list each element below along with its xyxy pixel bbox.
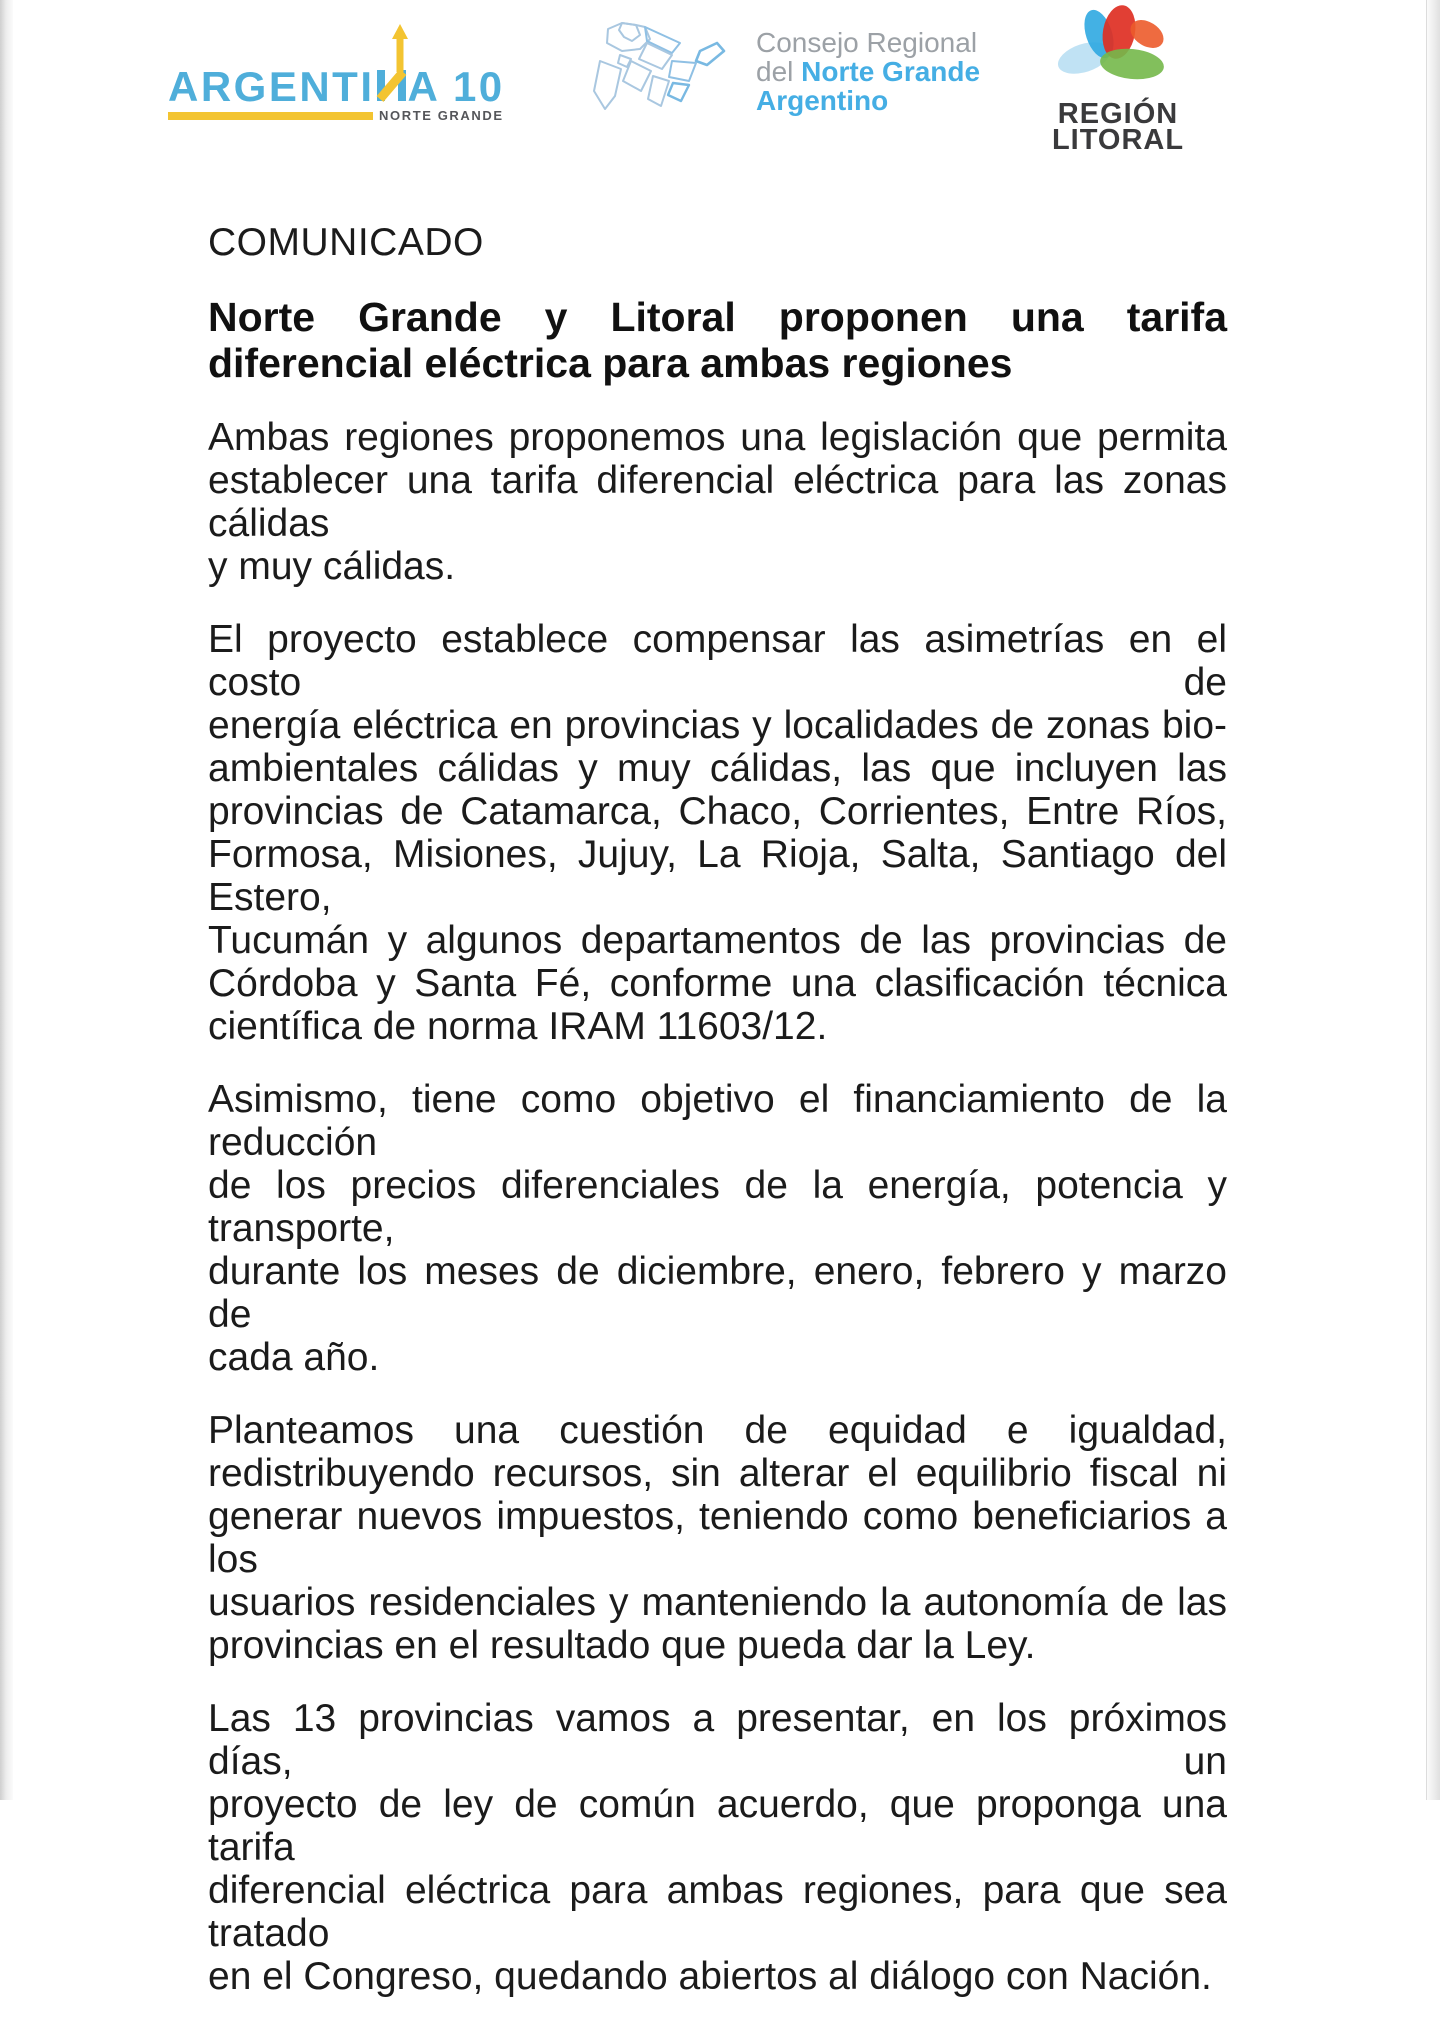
- paragraph-line: ambientales cálidas y muy cálidas, las que incluyen las: [208, 747, 1227, 790]
- body-paragraph: [208, 416, 1227, 588]
- argentina10-wordmark: [168, 63, 513, 110]
- paragraph-line: Córdoba y Santa Fé, conforme una clasificación técnica: [208, 962, 1227, 1005]
- paragraph-line: cada año.: [208, 1336, 380, 1379]
- consejo-line3: Argentino: [756, 85, 889, 116]
- litoral-line2: LITORAL: [1051, 124, 1185, 156]
- paragraph-line: El proyecto establece compensar las asimetrías en el costo de: [208, 618, 1227, 704]
- paragraph-line: Ambas regiones proponemos una legislación que permita: [208, 416, 1227, 459]
- flower-petals-icon: [1057, 2, 1179, 90]
- paragraph-line: generar nuevos impuestos, teniendo como beneficiarios a los: [208, 1495, 1227, 1581]
- argentina10-logo: [168, 63, 513, 130]
- up-arrow-icon: [391, 24, 409, 72]
- body-paragraphs: [208, 416, 1227, 1998]
- paragraph-line: proyecto de ley de común acuerdo, que proponga una tarifa: [208, 1783, 1227, 1869]
- document-content: [208, 221, 1227, 2028]
- document-label: COMUNICADO: [208, 221, 484, 264]
- argentina10-subtitle: NORTE GRANDE: [379, 108, 504, 123]
- paragraph-line: de los precios diferenciales de la energía, potencia y transporte,: [208, 1164, 1227, 1250]
- paragraph-line: Tucumán y algunos departamentos de las provincias de: [208, 919, 1227, 962]
- arrow-n-icon: [375, 70, 408, 102]
- body-paragraph: [208, 1078, 1227, 1379]
- page-left-edge: [0, 0, 13, 1800]
- paragraph-line: científica de norma IRAM 11603/12.: [208, 1005, 828, 1048]
- paragraph-line: establecer una tarifa diferencial eléctrica para las zonas cálidas: [208, 459, 1227, 545]
- argentina10-word-end: A 10: [407, 63, 505, 110]
- paragraph-line: provincias en el resultado que pueda dar la Ley.: [208, 1624, 1036, 1667]
- title-line-2: diferencial eléctrica para ambas regiones: [208, 340, 1013, 386]
- paragraph-line: Las 13 provincias vamos a presentar, en los próximos días, un: [208, 1697, 1227, 1783]
- body-paragraph: [208, 1409, 1227, 1667]
- argentina10-word-start: ARGENTI: [168, 63, 375, 110]
- litoral-line1: REGIÓN: [1057, 98, 1179, 130]
- paragraph-line: energía eléctrica en provincias y localidades de zonas bio-: [208, 704, 1227, 747]
- paragraph-line: Formosa, Misiones, Jujuy, La Rioja, Salta, Santiago del Estero,: [208, 833, 1227, 919]
- consejo-line2: del Norte Grande: [756, 56, 981, 87]
- region-litoral-logo: [1050, 2, 1186, 156]
- document-title: [208, 294, 1227, 386]
- region-litoral-text: [1050, 98, 1186, 156]
- yellow-underline-bar: [168, 112, 373, 120]
- body-paragraph: [208, 1697, 1227, 1998]
- paragraph-line: durante los meses de diciembre, enero, febrero y marzo de: [208, 1250, 1227, 1336]
- norte-grande-map-icon: [590, 20, 738, 130]
- title-line-1: Norte Grande y Litoral proponen una tarifa: [208, 294, 1227, 340]
- paragraph-line: y muy cálidas.: [208, 545, 456, 588]
- consejo-line1: Consejo Regional: [756, 27, 978, 58]
- paragraph-line: Asimismo, tiene como objetivo el financiamiento de la reducción: [208, 1078, 1227, 1164]
- body-paragraph: [208, 618, 1227, 1048]
- paragraph-line: diferencial eléctrica para ambas regiones, para que sea tratado: [208, 1869, 1227, 1955]
- consejo-regional-logo: [590, 20, 980, 130]
- paragraph-line: provincias de Catamarca, Chaco, Corrientes, Entre Ríos,: [208, 790, 1227, 833]
- paragraph-line: en el Congreso, quedando abiertos al diálogo con Nación.: [208, 1955, 1212, 1998]
- paragraph-line: usuarios residenciales y manteniendo la autonomía de las: [208, 1581, 1227, 1624]
- paragraph-line: redistribuyendo recursos, sin alterar el equilibrio fiscal ni: [208, 1452, 1227, 1495]
- paragraph-line: Planteamos una cuestión de equidad e igualdad,: [208, 1409, 1227, 1452]
- page-right-edge: [1426, 0, 1440, 1800]
- consejo-regional-text: [756, 20, 980, 130]
